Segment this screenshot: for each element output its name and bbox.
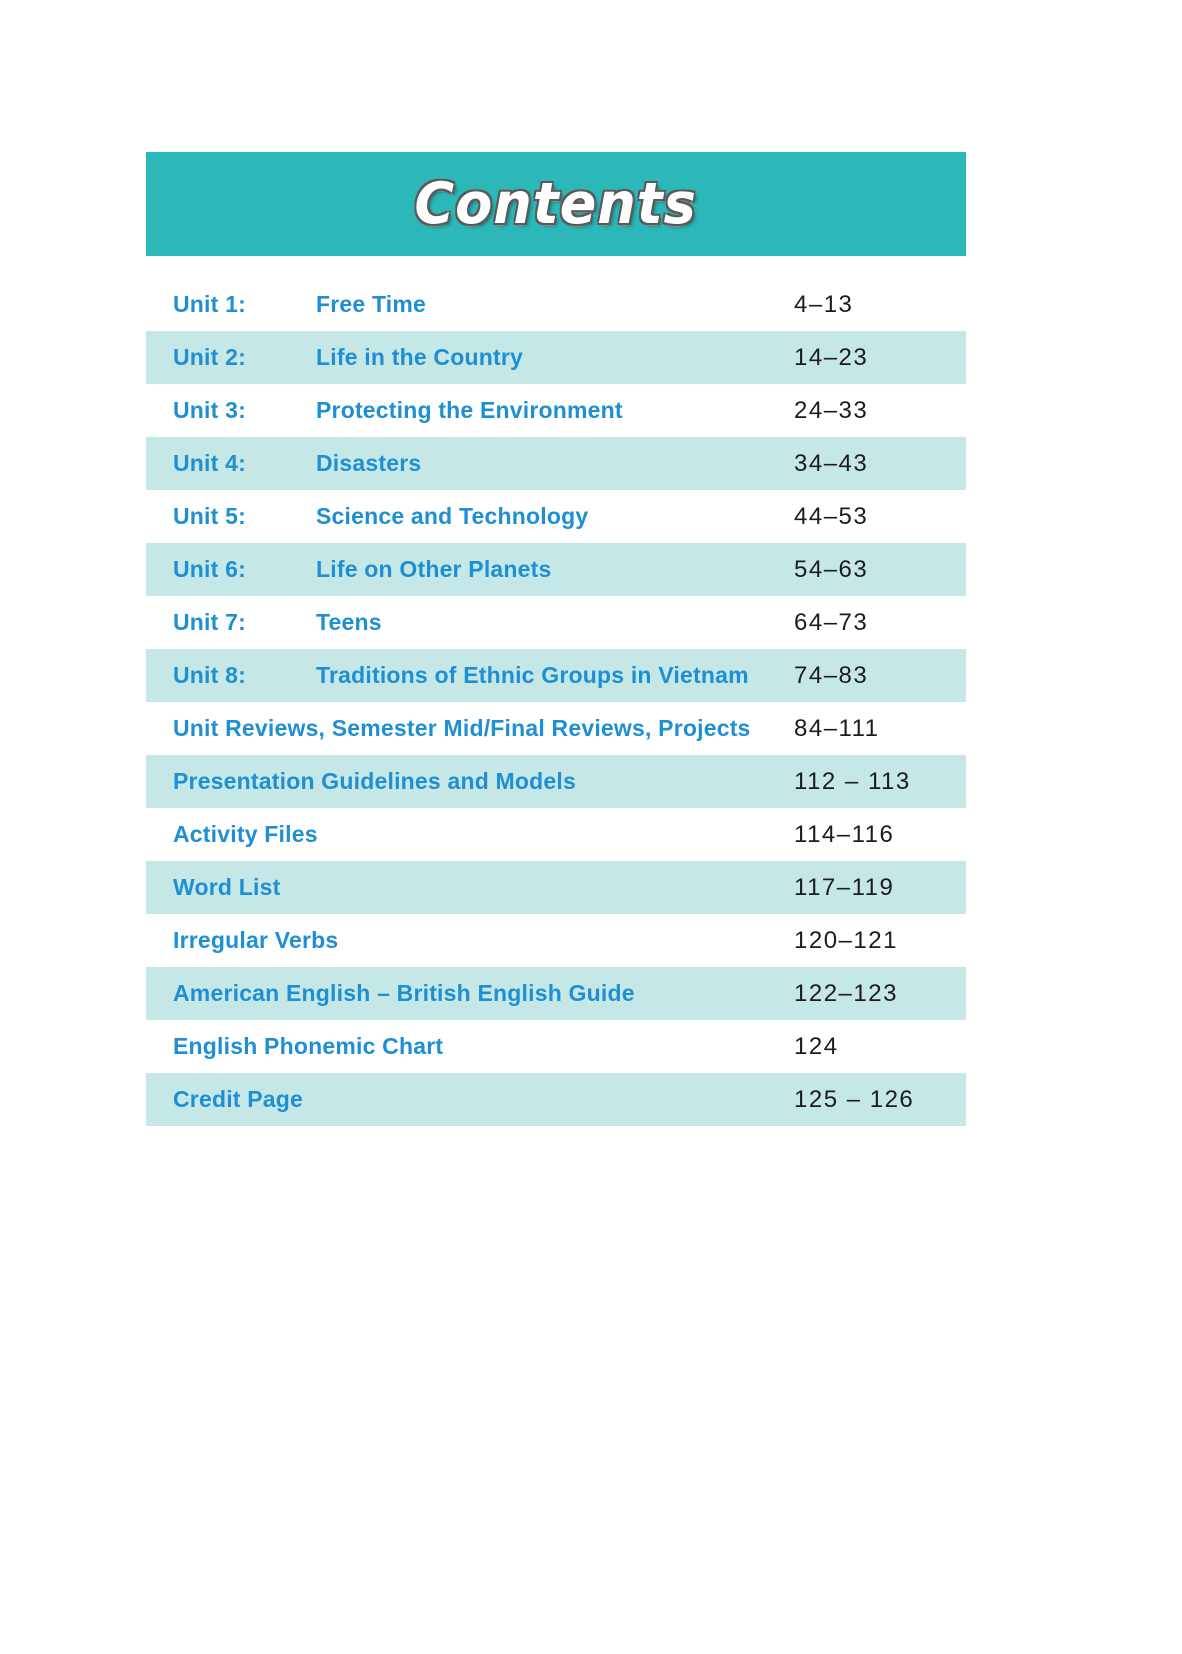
toc-row[interactable] xyxy=(146,861,966,914)
toc-row[interactable] xyxy=(146,278,966,331)
toc-entry-title: Free Time xyxy=(316,291,427,317)
toc-entry-title: Science and Technology xyxy=(316,503,589,529)
toc-entry-title: Disasters xyxy=(316,450,422,476)
toc-unit-label: Unit 1: xyxy=(173,291,246,317)
toc-entry-title: Traditions of Ethnic Groups in Vietnam xyxy=(316,662,749,688)
toc-row[interactable] xyxy=(146,437,966,490)
toc-row[interactable] xyxy=(146,649,966,702)
toc-page-range: 24–33 xyxy=(794,396,869,424)
contents-page xyxy=(146,152,966,1126)
toc-row[interactable] xyxy=(146,702,966,755)
toc-entry-title: Life on Other Planets xyxy=(316,556,552,582)
toc-page-range: 124 xyxy=(794,1032,839,1060)
toc-entry-title: Life in the Country xyxy=(316,344,523,370)
toc-page-range: 14–23 xyxy=(794,343,869,371)
toc-entry-title: Teens xyxy=(316,609,382,635)
toc-entry-title: Activity Files xyxy=(173,821,318,847)
toc-page-range: 74–83 xyxy=(794,661,869,689)
toc-entry-title: Word List xyxy=(173,874,281,900)
toc-page-range: 120–121 xyxy=(794,926,898,954)
table-of-contents xyxy=(146,278,966,1126)
toc-page-range: 34–43 xyxy=(794,449,869,477)
toc-page-range: 122–123 xyxy=(794,979,898,1007)
toc-row[interactable] xyxy=(146,543,966,596)
toc-unit-label: Unit 7: xyxy=(173,609,246,635)
toc-page-range: 64–73 xyxy=(794,608,869,636)
toc-entry-title: English Phonemic Chart xyxy=(173,1033,444,1059)
toc-row[interactable] xyxy=(146,967,966,1020)
toc-page-range: 112 – 113 xyxy=(794,767,911,795)
toc-entry-title: American English – British English Guide xyxy=(173,980,635,1006)
toc-entry-title: Credit Page xyxy=(173,1086,304,1112)
toc-page-range: 114–116 xyxy=(794,820,895,848)
toc-row[interactable] xyxy=(146,914,966,967)
toc-entry-title: Irregular Verbs xyxy=(173,927,339,953)
toc-page-range: 84–111 xyxy=(794,714,880,742)
toc-unit-label: Unit 5: xyxy=(173,503,246,529)
toc-page-range: 54–63 xyxy=(794,555,869,583)
toc-entry-title: Presentation Guidelines and Models xyxy=(173,768,576,794)
page-title: Contents xyxy=(414,171,698,237)
toc-unit-label: Unit 2: xyxy=(173,344,246,370)
toc-row[interactable] xyxy=(146,596,966,649)
toc-unit-label: Unit 4: xyxy=(173,450,246,476)
toc-page-range: 4–13 xyxy=(794,290,854,318)
toc-row[interactable] xyxy=(146,808,966,861)
toc-page-range: 125 – 126 xyxy=(794,1085,915,1113)
toc-row[interactable] xyxy=(146,384,966,437)
toc-entry-title: Unit Reviews, Semester Mid/Final Reviews, Projects xyxy=(173,715,751,741)
toc-page-range: 44–53 xyxy=(794,502,869,530)
toc-row[interactable] xyxy=(146,331,966,384)
toc-row[interactable] xyxy=(146,1020,966,1073)
toc-row[interactable] xyxy=(146,490,966,543)
toc-unit-label: Unit 8: xyxy=(173,662,246,688)
contents-header-banner xyxy=(146,152,966,256)
toc-unit-label: Unit 6: xyxy=(173,556,246,582)
toc-row[interactable] xyxy=(146,755,966,808)
toc-entry-title: Protecting the Environment xyxy=(316,397,623,423)
toc-page-range: 117–119 xyxy=(794,873,895,901)
toc-unit-label: Unit 3: xyxy=(173,397,246,423)
toc-row[interactable] xyxy=(146,1073,966,1126)
